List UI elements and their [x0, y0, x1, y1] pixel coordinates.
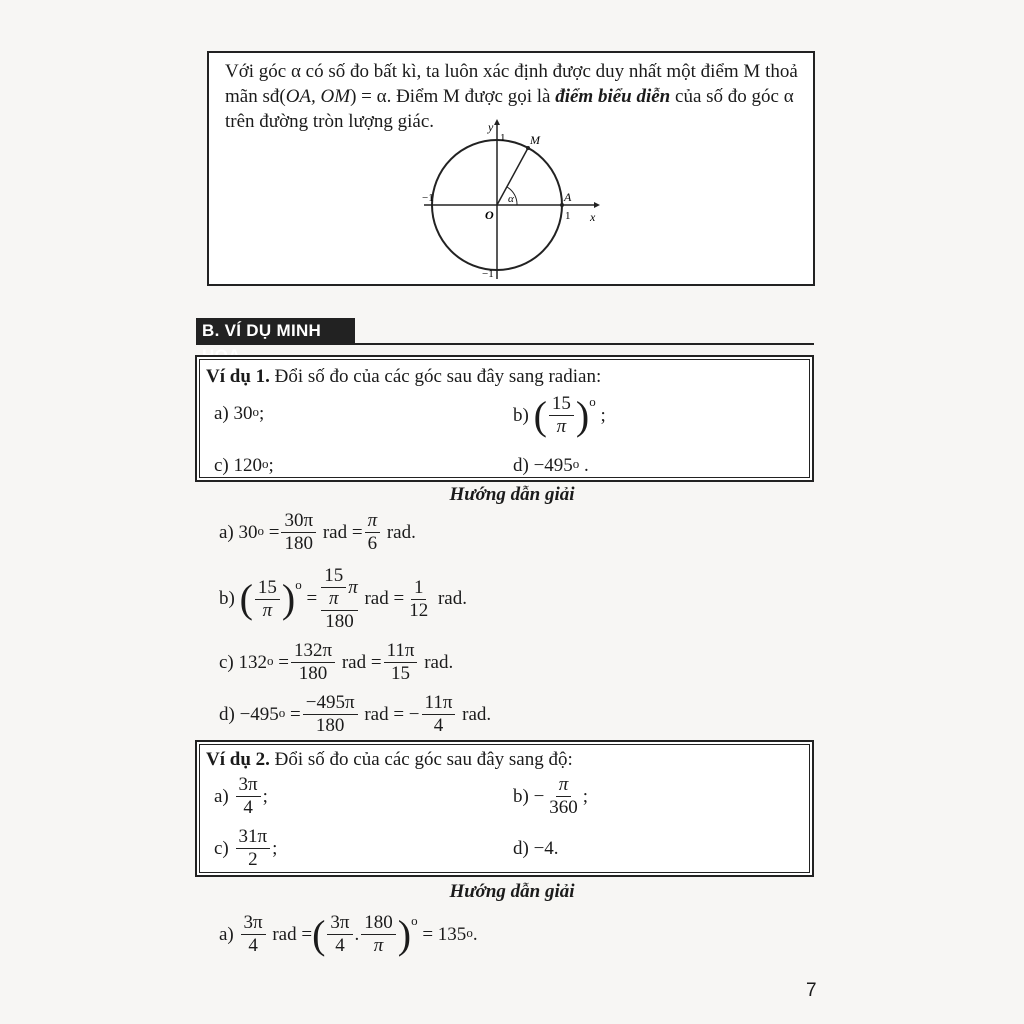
solution-1-a: a) 30 o = $\frac{30\pi}{180}$ rad = $\frac{\pi}{6}$ rad. [219, 510, 416, 554]
label-alpha: α [508, 193, 514, 205]
example-2-c: c) $\frac{31\pi}{2}$ ; [214, 826, 278, 870]
example-2-b: b) − $\frac{\pi}{360}$ ; [513, 774, 589, 818]
label-m: M [530, 133, 540, 147]
example-2-d: d) −4. [513, 838, 559, 859]
label-minus-one-bottom: −1 [482, 268, 494, 280]
y-axis-arrow [494, 119, 500, 125]
unit-circle-diagram [414, 117, 604, 282]
label-minus-one-left: −1 [422, 192, 434, 204]
example-1-d: d) −495 o . [513, 455, 589, 476]
definition-line-3: trên đường tròn lượng giác. [225, 111, 435, 132]
section-divider [196, 343, 814, 345]
example-2-a: a) $\frac{3\pi}{4}$ ; [214, 774, 268, 818]
example-1-a: a) 30 o ; [214, 403, 265, 424]
label-one-top: 1 [500, 132, 506, 144]
example-1-box [195, 355, 814, 482]
page-number: 7 [806, 980, 817, 1001]
solution-1-c: c) 132 o = $\frac{132\pi}{180}$ rad = $\frac{11\pi}{15}$ rad. [219, 640, 454, 684]
example-1-prompt: Ví dụ 1. Đổi số đo của các góc sau đây sang radian: [206, 366, 602, 387]
section-title: B. VÍ DỤ MINH [196, 318, 355, 343]
definition-line-1: Với góc α có số đo bất kì, ta luôn xác định được duy nhất một điểm M thoả [225, 61, 798, 82]
label-a: A [564, 190, 572, 204]
label-x: x [590, 210, 596, 224]
example-2-box [195, 740, 814, 877]
solution-1-b: b) ( $\frac{15}{\pi}$ ) o = $\frac{15}{\pi}$ π 180 rad = $\frac{1}{12}$ rad. [219, 565, 467, 632]
label-one-right: 1 [565, 210, 571, 222]
solution-1-heading: Hướng dẫn giải [449, 484, 575, 505]
definition-box [207, 51, 815, 286]
x-axis-arrow [594, 202, 600, 208]
definition-line-2: mãn sđ(OA, OM) = α. Điểm M được gọi là điểm biểu diễn của số đo góc α [225, 86, 794, 107]
example-2-prompt: Ví dụ 2. Đổi số đo của các góc sau đây sang độ: [206, 749, 573, 770]
label-y: y [488, 120, 494, 134]
solution-1-d: d) −495 o = $\frac{-495\pi}{180}$ rad = − $\frac{11\pi}{4}$ rad. [219, 692, 492, 736]
solution-2-a: a) $\frac{3\pi}{4}$ rad = ( $\frac{3\pi}{4}$ . $\frac{180}{\pi}$ ) o = 135 o . [219, 911, 478, 957]
label-o: O [485, 208, 494, 222]
example-1-b: b) ( $\frac{15}{\pi}$ ) o ; [513, 392, 606, 438]
solution-2-heading: Hướng dẫn giải [449, 881, 575, 902]
example-1-c: c) 120 o ; [214, 455, 274, 476]
